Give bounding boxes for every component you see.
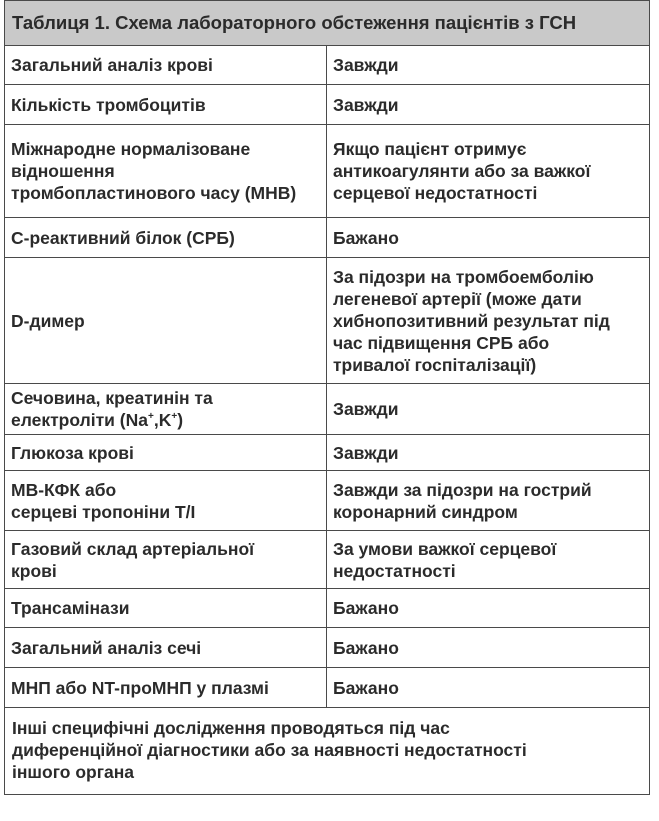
indication: Бажано: [332, 637, 399, 658]
indication-line: серцевої недостатності: [332, 183, 538, 203]
indication-cell: [326, 471, 649, 531]
test-name-line: серцеві тропоніни Т/І: [11, 501, 196, 522]
test-name-cell: [5, 85, 327, 125]
test-name-line: електроліти (Na: [11, 410, 148, 430]
superscript-plus: +: [148, 411, 154, 423]
indication-line: Завжди за підозри на гострий: [332, 479, 592, 500]
indication: Бажано: [332, 227, 399, 248]
table-row: [5, 589, 650, 628]
table-row: [5, 258, 650, 384]
test-name: Загальний аналіз сечі: [11, 637, 202, 658]
table-row: [5, 46, 650, 85]
table-row: [5, 531, 650, 589]
test-name-cell: [5, 668, 327, 708]
indication-line: недостатності: [332, 560, 456, 581]
table-row: [5, 435, 650, 471]
indication-cell: [326, 531, 649, 589]
test-name: D-димер: [11, 310, 85, 331]
table-row: [5, 218, 650, 258]
indication-line: За підозри на тромбоемболію: [332, 266, 594, 287]
table-row: [5, 628, 650, 668]
indication-cell: [326, 435, 649, 471]
indication: Завжди: [332, 94, 399, 115]
indication-line: Якщо пацієнт отримує: [332, 139, 527, 159]
indication: Бажано: [332, 598, 399, 618]
test-name-cell: [5, 531, 327, 589]
table-row: [5, 471, 650, 531]
test-name-cell: [5, 589, 327, 628]
indication-line: час підвищення СРБ або: [332, 332, 550, 353]
test-name-cell: [5, 218, 327, 258]
test-name: С-реактивний білок (СРБ): [11, 227, 235, 248]
test-name-line: тромбопластинового часу (МНВ): [11, 183, 297, 203]
test-name: Трансамінази: [11, 598, 130, 618]
indication-line: хибнопозитивний результат під: [332, 310, 610, 331]
test-name: Глюкоза крові: [11, 442, 134, 463]
table-row: [5, 668, 650, 708]
table-row: [5, 384, 650, 435]
test-name-line: відношення: [11, 161, 115, 181]
indication: Завжди: [332, 399, 399, 419]
indication: Завжди: [332, 442, 399, 463]
test-name-cell: [5, 628, 327, 668]
test-name-line: крові: [11, 560, 57, 581]
footnote-line: Інші специфічні дослідження проводяться під час: [12, 718, 450, 738]
indication-line: коронарний синдром: [332, 501, 518, 522]
table-footnote-row: [5, 708, 650, 795]
indication-cell: [326, 258, 649, 384]
indication-line: антикоагулянти або за важкої: [332, 161, 591, 181]
test-name-cell: [5, 46, 327, 85]
test-name: МНП або NT-проМНП у плазмі: [11, 677, 269, 698]
lab-exam-table: [4, 0, 650, 795]
indication-cell: [326, 85, 649, 125]
test-name-cell: [5, 471, 327, 531]
table-title-row: [5, 1, 650, 46]
indication-cell: [326, 46, 649, 85]
test-name-cell: [5, 384, 327, 435]
footnote-line: іншого органа: [12, 762, 135, 782]
indication-line: За умови важкої серцевої: [332, 538, 557, 559]
indication-cell: [326, 668, 649, 708]
page: [4, 0, 652, 795]
test-name-line: Сечовина, креатинін та: [11, 388, 213, 408]
table-row: [5, 85, 650, 125]
indication-cell: [326, 218, 649, 258]
test-name-cell: [5, 435, 327, 471]
indication-cell: [326, 628, 649, 668]
test-name-part: ): [177, 410, 184, 430]
test-name: Кількість тромбоцитів: [11, 94, 206, 115]
table-row: [5, 125, 650, 218]
test-name-cell: [5, 258, 327, 384]
test-name-line: Міжнародне нормалізоване: [11, 139, 251, 159]
indication-cell: [326, 589, 649, 628]
footnote-line: диференційної діагностики або за наявності недостатності: [12, 740, 527, 760]
indication-cell: [326, 384, 649, 435]
test-name-cell: [5, 125, 327, 218]
test-name: Загальний аналіз крові: [11, 55, 213, 75]
indication-line: легеневої артерії (може дати: [332, 288, 582, 309]
superscript-plus: +: [171, 411, 178, 423]
indication: Завжди: [332, 55, 399, 75]
footnote-cell: [5, 708, 650, 795]
indication-line: тривалої госпіталізації): [332, 354, 537, 375]
indication-cell: [326, 125, 649, 218]
test-name-part: ,K: [153, 410, 172, 430]
test-name-line: МВ-КФК або: [11, 479, 117, 500]
test-name-line: Газовий склад артеріальної: [11, 538, 255, 559]
indication: Бажано: [332, 677, 399, 698]
table-title: Таблиця 1. Схема лабораторного обстеження пацієнтів з ГСН: [5, 1, 650, 46]
